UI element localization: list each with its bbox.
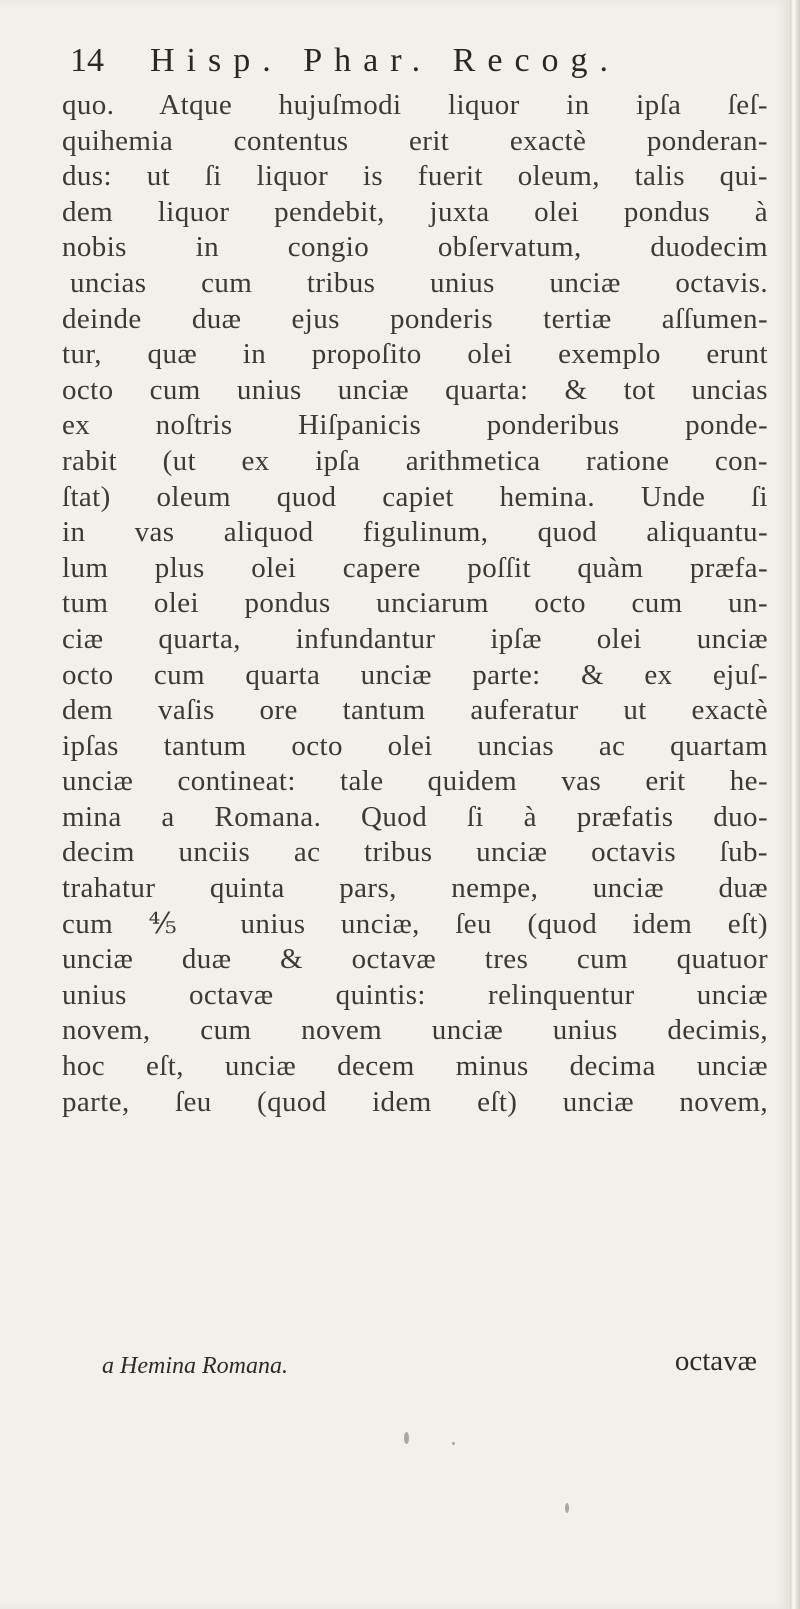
text-line: octo cum quarta unciæ parte: & ex ejuſ- <box>62 658 768 691</box>
text-line: tum olei pondus unciarum octo cum un- <box>62 587 768 620</box>
text-line: lum plus olei capere poſſit quàm præfa- <box>62 551 768 584</box>
text-line: trahatur quinta pars, nempe, unciæ duæ <box>62 872 768 905</box>
text-line: hoc eſt, unciæ decem minus decima unciæ <box>62 1050 768 1083</box>
text-line: octo cum unius unciæ quarta: & tot uncias <box>62 373 768 406</box>
page-footer <box>102 1345 757 1385</box>
text-line: unciæ duæ & octavæ tres cum quatuor <box>62 943 768 976</box>
text-line: unciæ contineat: tale quidem vas erit he- <box>62 765 768 798</box>
text-line: rabit (ut ex ipſa arithmetica ratione con- <box>62 444 768 477</box>
ink-speck <box>452 1442 455 1445</box>
text-line: nobis in congio obſervatum, duodecim <box>62 231 768 264</box>
text-line: novem, cum novem unciæ unius decimis, <box>62 1014 768 1047</box>
footnote: a Hemina Romana. <box>102 1353 288 1379</box>
text-line: quo. Atque hujuſmodi liquor in ipſa ſeſ- <box>62 89 768 121</box>
text-line: dem vaſis ore tantum auferatur ut exactè <box>62 694 768 727</box>
body-text <box>62 88 768 1120</box>
text-line: unius octavæ quintis: relinquentur unciæ <box>62 978 768 1011</box>
text-line: parte, ſeu (quod idem eſt) unciæ novem, <box>62 1085 768 1118</box>
running-title: Hisp. Phar. Recog. <box>150 42 621 79</box>
text-line: ſtat) oleum quod capiet hemina. Unde ſi <box>62 480 768 513</box>
text-line: ipſas tantum octo olei uncias ac quartam <box>62 729 768 762</box>
text-line: dus: ut ſi liquor is fuerit oleum, talis qui- <box>62 160 768 193</box>
text-line: ciæ quarta, infundantur ipſæ olei unciæ <box>62 622 768 655</box>
text-line: mina a Romana. Quod ſi à præfatis duo- <box>62 800 768 833</box>
text-line: tur, quæ in propoſito olei exemplo erunt <box>62 338 768 371</box>
text-line: dem liquor pendebit, juxta olei pondus à <box>62 195 768 228</box>
ink-speck <box>404 1432 409 1444</box>
page-header <box>70 42 750 90</box>
page-edge <box>790 0 800 1609</box>
text-line: ex noſtris Hiſpanicis ponderibus ponde- <box>62 409 768 442</box>
text-line: in vas aliquod figulinum, quod aliquantu- <box>62 516 768 549</box>
text-line: uncias cum tribus unius unciæ octavis. <box>70 266 768 299</box>
text-line: decim unciis ac tribus unciæ octavis ſub- <box>62 836 768 869</box>
text-line: quihemia contentus erit exactè ponderan- <box>62 124 768 157</box>
ink-speck <box>565 1503 569 1513</box>
catchword: octavæ <box>674 1345 757 1377</box>
page-number: 14 <box>70 42 104 79</box>
text-line: deinde duæ ejus ponderis tertiæ aſſumen- <box>62 302 768 335</box>
text-line: cum ⅘ unius unciæ, ſeu (quod idem eſt) <box>62 907 768 940</box>
